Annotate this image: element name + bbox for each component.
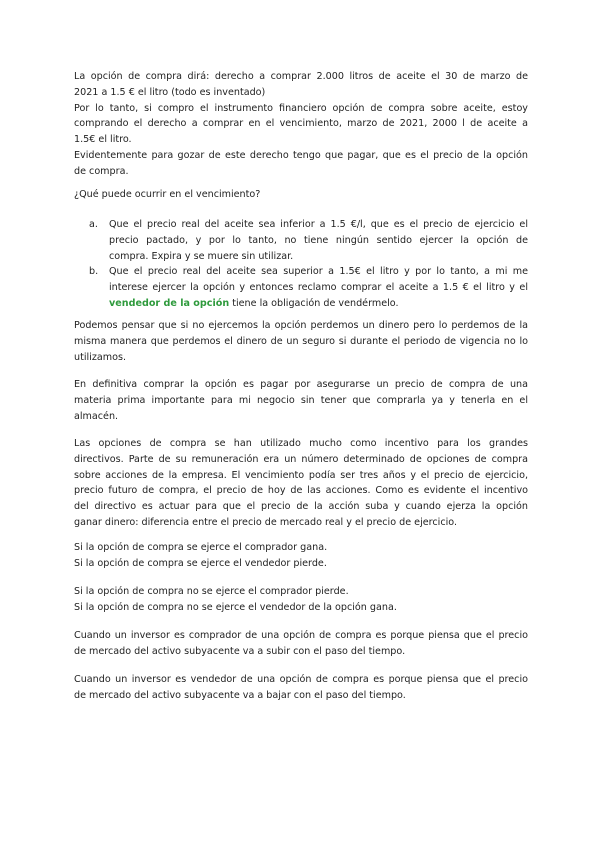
text-line: del directivo es actuar para que el precio de la acción suba y cuando ejerza la opción xyxy=(74,501,528,513)
list-marker: a. xyxy=(89,219,98,230)
paragraph-exercised xyxy=(74,540,528,572)
text-line: sobre acciones de la empresa. El vencimiento podía ser tres años y el precio de ejercicio, xyxy=(74,469,528,481)
list-marker: b. xyxy=(89,266,99,278)
paragraph-incentives xyxy=(74,436,528,531)
text-line: comprando el derecho a comprar en el vencimiento, marzo de 2021, 2000 l de aceite a xyxy=(74,118,528,130)
text-line: 1.5€ el litro. xyxy=(74,134,132,146)
text-line: precio futuro de compra, el precio de hoy de las acciones. Como es evidente el incentivo xyxy=(74,485,528,497)
text-line: Podemos pensar que si no ejercemos la opción perdemos un dinero pero lo perdemos de la xyxy=(74,320,528,331)
text-line: interese ejercer la opción y entonces reclamo comprar el aceite a 1.5 € el litro y el xyxy=(109,282,528,294)
text-line: Si la opción de compra no se ejerce el comprador pierde. xyxy=(74,586,349,597)
text-line: compra. Expira y se muere sin utilizar. xyxy=(109,250,294,262)
text-line: ganar dinero: diferencia entre el precio de mercado real y el precio de ejercicio. xyxy=(74,516,458,528)
highlighted-term: vendedor de la opción xyxy=(109,297,230,309)
text-line: Por lo tanto, si compro el instrumento financiero opción de compra sobre aceite, estoy xyxy=(74,102,528,114)
text-line: de mercado del activo subyacente va a subir con el paso del tiempo. xyxy=(74,645,406,657)
text-line: de compra. xyxy=(74,165,129,177)
outcome-list xyxy=(89,217,528,312)
list-item-a xyxy=(89,217,528,264)
text-line: Las opciones de compra se han utilizado mucho como incentivo para los grandes xyxy=(74,438,528,449)
paragraph-buyer-view xyxy=(74,628,528,660)
paragraph-insurance xyxy=(74,318,528,365)
text-line: ¿Qué puede ocurrir en el vencimiento? xyxy=(74,189,261,200)
text-line: Evidentemente para gozar de este derecho tengo que pagar, que es el precio de la opción xyxy=(74,149,528,161)
paragraph-not-exercised xyxy=(74,584,528,616)
text-line: materia prima importante para mi negocio sin tener que comprarla ya y tenerla en el xyxy=(74,394,528,406)
text-line: Si la opción de compra se ejerce el comprador gana. xyxy=(74,542,328,553)
text-line: La opción de compra dirá: derecho a comprar 2.000 litros de aceite el 30 de marzo de xyxy=(74,71,528,82)
text-line: Si la opción de compra no se ejerce el vendedor de la opción gana. xyxy=(74,601,397,613)
text-span: tiene la obligación de vendérmelo. xyxy=(229,297,399,309)
paragraph-summary xyxy=(74,377,528,424)
text-line: directivos. Parte de su remuneración era un número determinado de opciones de compra xyxy=(74,453,528,465)
text-line: Que el precio real del aceite sea superior a 1.5€ el litro y por lo tanto, a mi me xyxy=(109,266,528,278)
text-line: Cuando un inversor es comprador de una opción de compra es porque piensa que el precio xyxy=(74,630,528,641)
text-line: almacén. xyxy=(74,410,119,422)
paragraph-option-definition xyxy=(74,69,528,180)
text-line: utilizamos. xyxy=(74,351,127,363)
text-line: de mercado del activo subyacente va a bajar con el paso del tiempo. xyxy=(74,689,406,701)
text-line: precio pactado, y por lo tanto, no tiene ningún sentido ejercer la opción de xyxy=(109,234,528,246)
text-line: 2021 a 1.5 € el litro (todo es inventado) xyxy=(74,86,266,98)
paragraph-seller-view xyxy=(74,672,528,704)
text-line xyxy=(109,296,528,312)
text-line: Que el precio real del aceite sea inferior a 1.5 €/l, que es el precio de ejercicio el xyxy=(109,219,528,230)
text-line: Cuando un inversor es vendedor de una opción de compra es porque piensa que el precio xyxy=(74,674,528,685)
list-item-b xyxy=(89,264,528,311)
question-heading xyxy=(74,187,528,203)
text-line: Si la opción de compra se ejerce el vendedor pierde. xyxy=(74,557,327,569)
text-line: misma manera que perdemos el dinero de un seguro si durante el periodo de vigencia no lo xyxy=(74,335,528,347)
text-line: En definitiva comprar la opción es pagar por asegurarse un precio de compra de una xyxy=(74,379,528,390)
